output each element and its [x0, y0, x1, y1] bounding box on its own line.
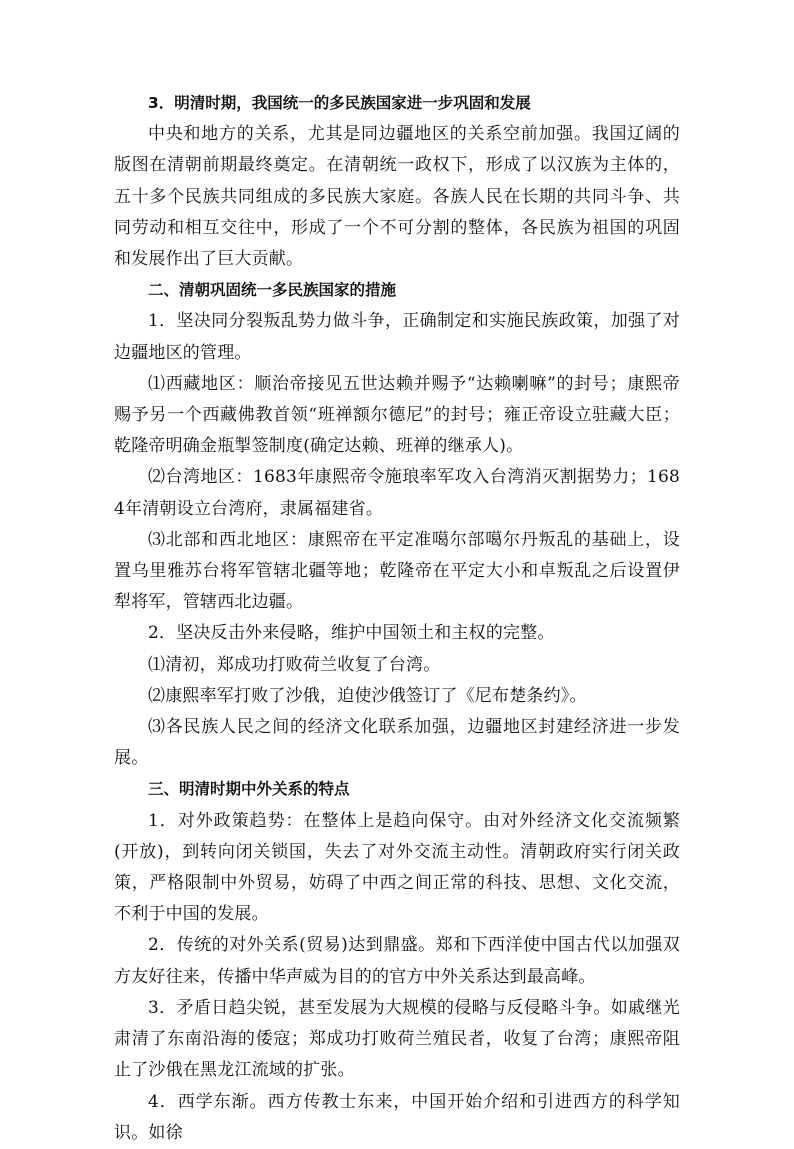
- list-item-foreign-policy-trend: 1．对外政策趋势：在整体上是趋向保守。由对外经济文化交流频繁(开放)，到转向闭关锁国，失去了对外交流主动性。清朝政府实行闭关政策，严格限制中外贸易，妨碍了中西之间正常的科技、思想、文化交流，不利于中国的发展。: [114, 810, 680, 925]
- list-item-nerchinsk-treaty: ⑵康熙率军打败了沙俄，迫使沙俄签订了《尼布楚条约》。: [148, 685, 587, 706]
- heading-ming-qing-consolidation: 3．明清时期，我国统一的多民族国家进一步巩固和发展: [148, 94, 531, 112]
- list-item-taiwan: ⑵台湾地区：1683年康熙帝令施琅率军攻入台湾消灭割据势力；1684年清朝设立台湾府，隶属福建省。: [114, 467, 680, 519]
- document-page: [114, 88, 680, 1149]
- list-item-zheng-chenggong: ⑴清初，郑成功打败荷兰收复了台湾。: [148, 654, 441, 675]
- list-item-fight-separatism: 1．坚决同分裂叛乱势力做斗争，正确制定和实施民族政策，加强了对边疆地区的管理。: [114, 311, 680, 363]
- list-item-tibet: ⑴西藏地区：顺治帝接见五世达赖并赐予“达赖喇嘛”的封号；康熙帝赐予另一个西藏佛教首领“班禅额尔德尼”的封号；雍正帝设立驻藏大臣；乾隆帝明确金瓶掣签制度(确定达赖、班禅的继承人)。: [114, 373, 680, 457]
- paragraph-central-local-relations: 中央和地方的关系，尤其是同边疆地区的关系空前加强。我国辽阔的版图在清朝前期最终奠定。在清朝统一政权下，形成了以汉族为主体的，五十多个民族共同组成的多民族大家庭。各族人民在长期的共同斗争、共同劳动和相互交往中，形成了一个不可分割的整体，各民族为祖国的巩固和发展作出了巨大贡献。: [114, 124, 680, 270]
- list-item-conflicts: 3．矛盾日趋尖锐，甚至发展为大规模的侵略与反侵略斗争。如戚继光肃清了东南沿海的倭寇；郑成功打败荷兰殖民者，收复了台湾；康熙帝阻止了沙俄在黑龙江流域的扩张。: [114, 997, 680, 1081]
- list-item-resist-invasion: 2．坚决反击外来侵略，维护中国领土和主权的完整。: [148, 623, 555, 644]
- list-item-western-learning: 4．西学东渐。西方传教士东来，中国开始介绍和引进西方的科学知识。如徐: [114, 1091, 680, 1143]
- list-item-north-northwest: ⑶北部和西北地区：康熙帝在平定准噶尔部噶尔丹叛乱的基础上，设置乌里雅苏台将军管辖北疆等地；乾隆帝在平定大小和卓叛乱之后设置伊犁将军，管辖西北边疆。: [114, 529, 680, 613]
- list-item-traditional-relations: 2．传统的对外关系(贸易)达到鼎盛。郑和下西洋使中国古代以加强双方友好往来，传播中华声威为目的的官方中外关系达到最高峰。: [114, 935, 680, 987]
- section-title-qing-measures: 二、清朝巩固统一多民族国家的措施: [148, 281, 397, 300]
- section-title-foreign-relations: 三、明清时期中外关系的特点: [148, 780, 350, 799]
- list-item-economic-ties: ⑶各民族人民之间的经济文化联系加强，边疆地区封建经济进一步发展。: [114, 717, 680, 769]
